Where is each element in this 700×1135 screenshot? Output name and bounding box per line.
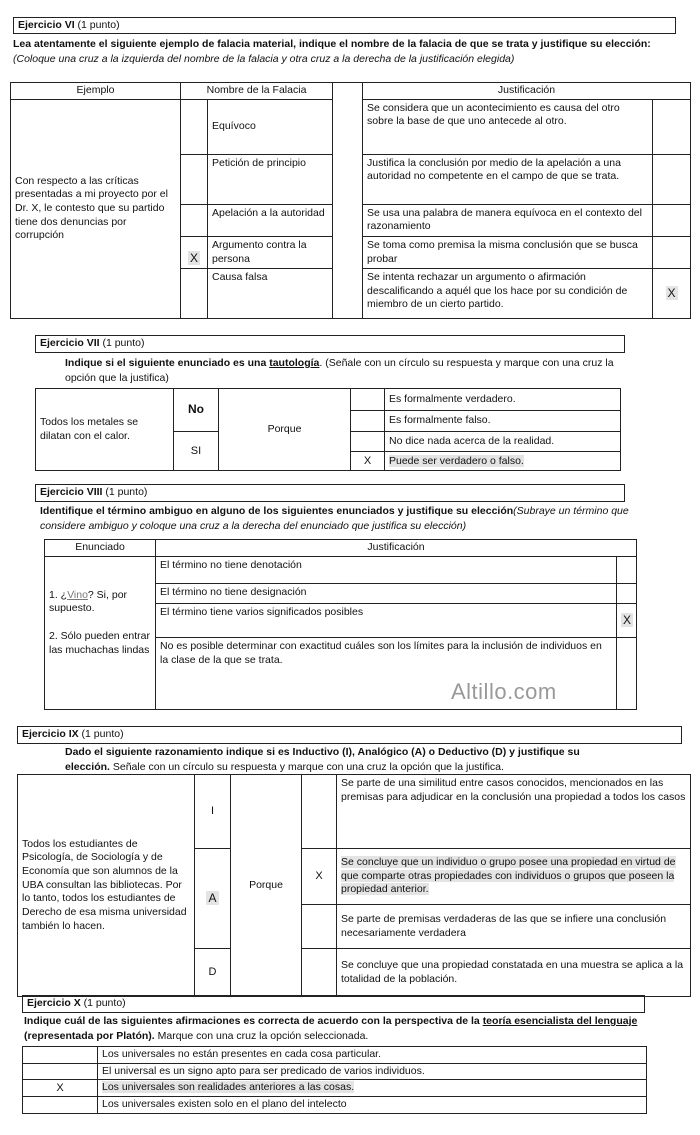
ej6-just-2: Se usa una palabra de manera equívoca en el contexto del razonamiento: [363, 204, 653, 236]
ej7-option-0: Es formalmente verdadero.: [385, 389, 621, 411]
ej8-mark-1[interactable]: [617, 583, 637, 604]
ej6-points: (1 punto): [77, 19, 120, 31]
ej8-just-2: El término tiene varios significados posibles: [156, 604, 617, 638]
ej7-mark-2[interactable]: [351, 431, 385, 452]
ej6-nombre-4: Causa falsa: [208, 269, 333, 319]
ej10-points: (1 punto): [83, 997, 126, 1009]
ej9-table: [17, 774, 691, 997]
ej10-table: [22, 1046, 647, 1114]
ej9-mark-1[interactable]: X: [302, 849, 337, 905]
ej9-porque: Porque: [231, 775, 302, 997]
ej7-enunciado: Todos los metales se dilatan con el calor.: [36, 389, 174, 471]
ej6-ejemplo-text: Con respecto a las críticas presentadas a mi proyecto por el Dr. X, le contesto que su partido tiene dos denuncias por corrupción: [11, 99, 181, 319]
ej8-mark-3[interactable]: [617, 638, 637, 710]
ej8-instructions: Identifique el término ambiguo en alguno de los siguientes enunciados y justifique su elección(Subraye un término que considere ambiguo y coloque una cruz a la derecha del enunciado que justifica su elección): [40, 505, 629, 533]
ej6-mark-right-3[interactable]: [653, 236, 691, 268]
ej9-points: (1 punto): [81, 728, 124, 740]
ej10-mark-3[interactable]: [23, 1097, 98, 1114]
ej9-mark-3[interactable]: [302, 949, 337, 997]
ej7-table: [35, 388, 621, 471]
ej9-opt-a[interactable]: A: [195, 849, 231, 949]
ej8-col-enunciado: Enunciado: [45, 540, 156, 557]
ej10-mark-2[interactable]: X: [23, 1080, 98, 1097]
ej7-header: [35, 335, 625, 353]
ej9-razonamiento: Todos los estudiantes de Psicología, de Sociología y de Economía que son alumnos de la UBA consultan las bibliotecas. Por lo tanto, todos los estudiantes de Derecho de esa misma universidad también lo hacen.: [18, 775, 195, 997]
ej9-option-1: Se concluye que un individuo o grupo posee una propiedad en virtud de que comparte otras propiedades con individuos o grupos que poseen la propiedad anterior.: [337, 849, 691, 905]
ej10-option-0: Los universales no están presentes en cada cosa particular.: [98, 1047, 647, 1064]
ej6-mark-right-2[interactable]: [653, 204, 691, 236]
ej8-enunciado-2: 2. Sólo pueden entrar las muchachas lindas: [49, 629, 150, 656]
ej7-porque: Porque: [219, 389, 351, 471]
ej8-title: Ejercicio VIII: [40, 486, 103, 498]
ej6-just-3: Se toma como premisa la misma conclusión que se busca probar: [363, 236, 653, 268]
ej10-option-3: Los universales existen solo en el plano del intelecto: [98, 1097, 647, 1114]
ej6-mark-left-2[interactable]: [181, 204, 208, 236]
ej6-title: Ejercicio VI: [18, 19, 75, 31]
ej8-mark-0[interactable]: [617, 556, 637, 583]
ej6-col-just: Justificación: [363, 83, 691, 100]
ej6-nombre-2: Apelación a la autoridad: [208, 204, 333, 236]
ej8-enunciados: [45, 556, 156, 710]
ej10-header: [22, 995, 645, 1013]
ej6-mark-left-0[interactable]: [181, 99, 208, 154]
ej7-mark-3[interactable]: X: [351, 452, 385, 471]
ej6-col-nombre: Nombre de la Falacia: [181, 83, 333, 100]
ej9-option-2: Se parte de premisas verdaderas de las que se infiere una conclusión necesariamente verdadera: [337, 905, 691, 949]
ej6-mark-left-3[interactable]: X: [181, 236, 208, 268]
ej7-term-tautologia: tautología: [269, 357, 320, 369]
ej8-table: [44, 539, 637, 710]
ej6-mark-right-4[interactable]: X: [653, 269, 691, 319]
ej6-header: [13, 17, 676, 34]
ej7-option-2: No dice nada acerca de la realidad.: [385, 431, 621, 452]
ej10-option-1: El universal es un signo apto para ser predicado de varios individuos.: [98, 1063, 647, 1080]
altillo-watermark: Altillo.com: [451, 679, 557, 705]
ej6-col-ejemplo: Ejemplo: [11, 83, 181, 100]
ej9-opt-d[interactable]: D: [195, 949, 231, 997]
ej10-option-2: Los universales son realidades anteriores a las cosas.: [98, 1080, 647, 1097]
ej6-nombre-0: Equívoco: [208, 99, 333, 154]
ej6-just-0: Se considera que un acontecimiento es causa del otro sobre la base de que uno antecede al otro.: [363, 99, 653, 154]
ej9-mark-0[interactable]: [302, 775, 337, 849]
ej8-header: [35, 484, 625, 502]
ej8-term-vino[interactable]: Vino: [67, 588, 88, 601]
ej8-mark-2[interactable]: X: [617, 604, 637, 638]
ej8-just-1: El término no tiene designación: [156, 583, 617, 604]
ej7-mark-0[interactable]: [351, 389, 385, 411]
ej7-option-1: Es formalmente falso.: [385, 411, 621, 432]
ej7-instructions: Indique si el siguiente enunciado es una tautología. (Señale con un círculo su respuesta y marque con una cruz la opción que la justifica): [65, 357, 614, 385]
ej9-option-3: Se concluye que una propiedad constatada en una muestra se aplica a la totalidad de la población.: [337, 949, 691, 997]
ej9-opt-i[interactable]: I: [195, 775, 231, 849]
ej6-mark-left-1[interactable]: [181, 154, 208, 204]
ej7-opt-no[interactable]: No: [174, 389, 219, 432]
ej8-col-just: Justificación: [156, 540, 637, 557]
ej8-just-0: El término no tiene denotación: [156, 556, 617, 583]
ej7-option-3: Puede ser verdadero o falso.: [385, 452, 621, 471]
ej7-mark-1[interactable]: [351, 411, 385, 432]
ej8-enunciado-1: 1. ¿Vino? Si, por supuesto.: [49, 588, 128, 615]
ej6-nombre-1: Petición de principio: [208, 154, 333, 204]
ej9-title: Ejercicio IX: [22, 728, 79, 740]
ej10-term-teoria: teoría esencialista del lenguaje: [482, 1015, 638, 1027]
ej6-just-1: Justifica la conclusión por medio de la apelación a una autoridad no competente en el campo de que se trata.: [363, 154, 653, 204]
ej10-instructions: Indique cuál de las siguientes afirmaciones es correcta de acuerdo con la perspectiva de la teoría esencialista del lenguaje (representada por Platón). Marque con una cruz la opción seleccionada.: [24, 1015, 638, 1043]
ej8-just-3: No es posible determinar con exactitud cuáles son los límites para la inclusión de individuos en la clase de la que se trata. Altillo.com: [156, 638, 617, 710]
ej7-opt-si[interactable]: SI: [174, 431, 219, 471]
ej6-nombre-3: Argumento contra la persona: [208, 236, 333, 268]
ej6-mark-right-0[interactable]: [653, 99, 691, 154]
ej10-mark-0[interactable]: [23, 1047, 98, 1064]
ej9-option-0: Se parte de una similitud entre casos conocidos, mencionados en las premisas para adjudicar en la conclusión una propiedad a todos los casos: [337, 775, 691, 849]
ej7-title: Ejercicio VII: [40, 337, 100, 349]
ej7-points: (1 punto): [102, 337, 145, 349]
ej6-mark-right-1[interactable]: [653, 154, 691, 204]
ej6-mark-left-4[interactable]: [181, 269, 208, 319]
ej8-points: (1 punto): [105, 486, 148, 498]
ej9-mark-2[interactable]: [302, 905, 337, 949]
ej6-instructions: Lea atentamente el siguiente ejemplo de falacia material, indique el nombre de la falacia de que se trata y justifique su elección: (Coloque una cruz a la izquierda del nombre de la falacia y otra cruz a la derecha de la justificación elegida): [13, 38, 651, 66]
ej9-instructions: Dado el siguiente razonamiento indique si es Inductivo (I), Analógico (A) o Deductivo (D) y justifique su elección. Señale con un círculo su respuesta y marque con una cruz la opción que la justifica.: [65, 746, 580, 773]
ej10-mark-1[interactable]: [23, 1063, 98, 1080]
ej10-title: Ejercicio X: [27, 997, 81, 1009]
ej6-table: [10, 82, 691, 319]
ej6-just-4: Se intenta rechazar un argumento o afirmación descalificando a aquél que los hace por su condición de miembro de un cierto partido.: [363, 269, 653, 319]
ej9-header: [17, 726, 682, 744]
